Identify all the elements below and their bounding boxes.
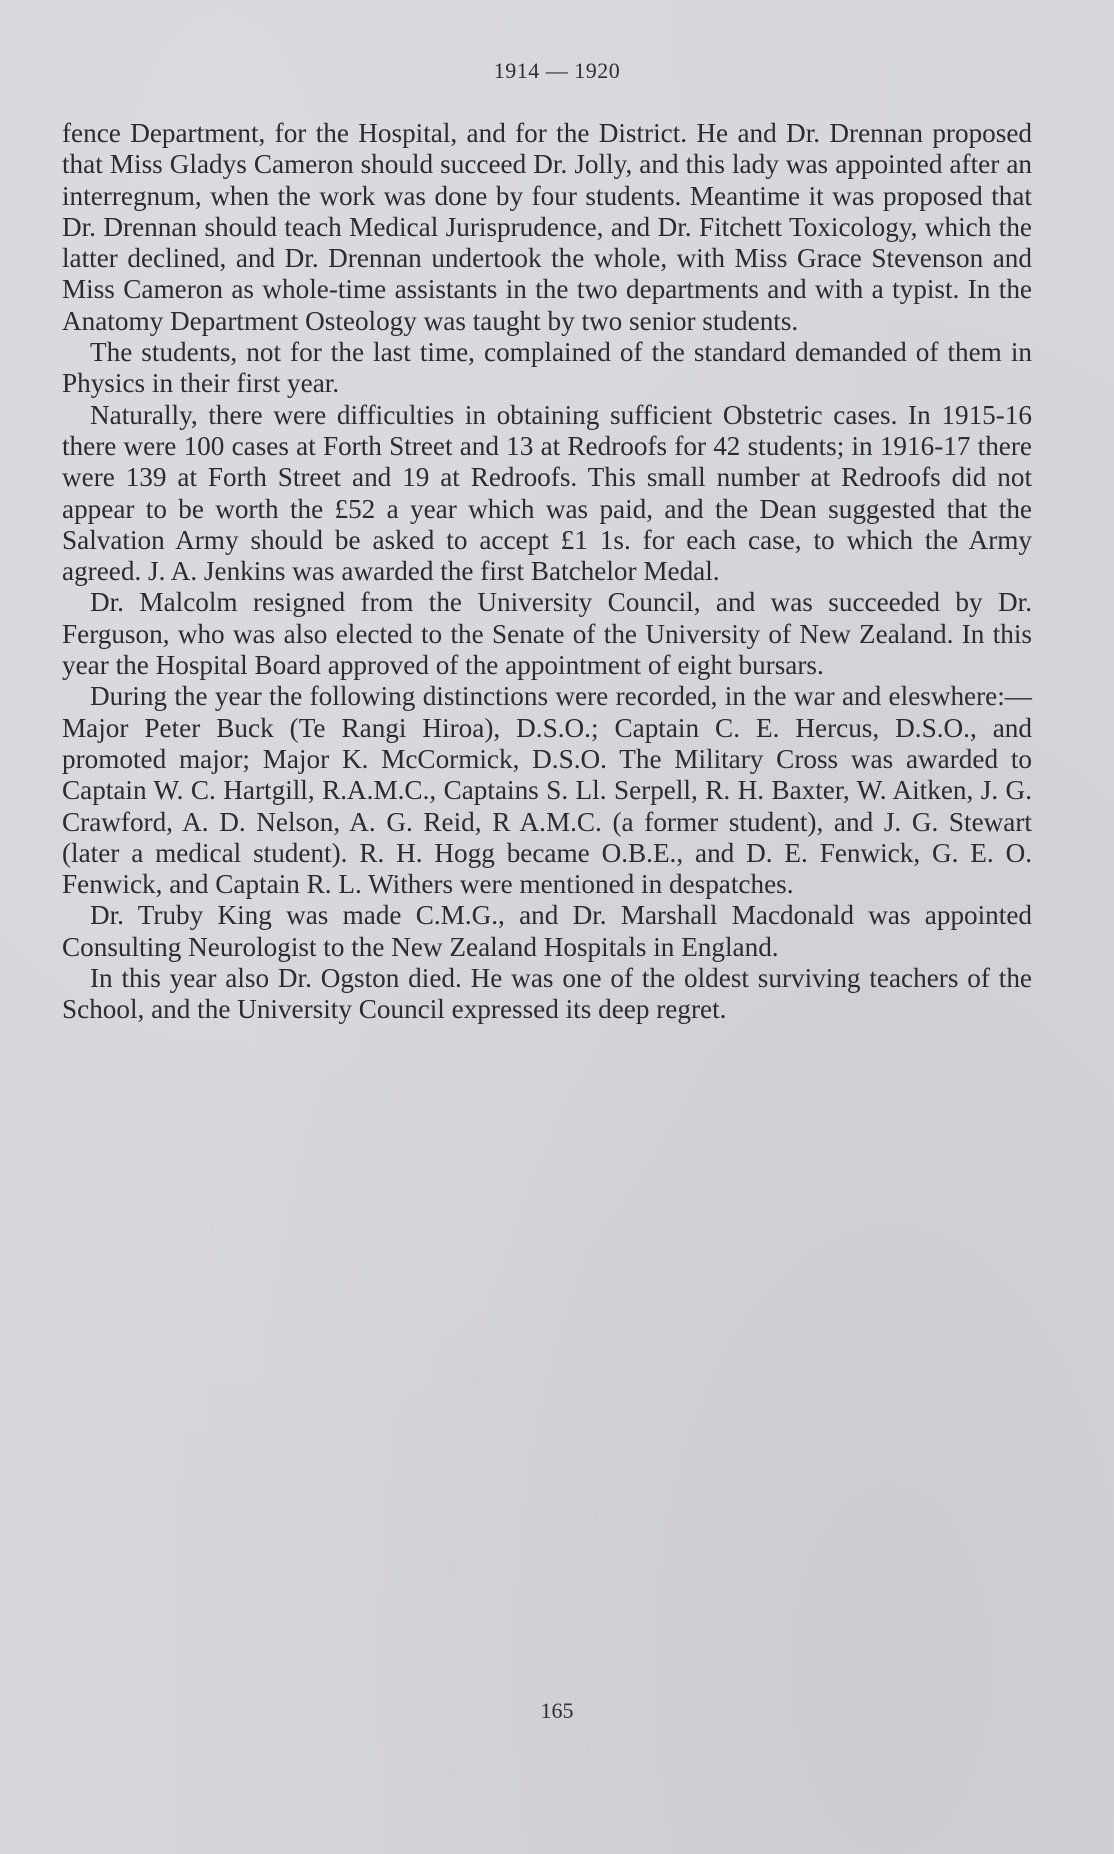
running-head: 1914 — 1920: [493, 58, 621, 83]
paragraph-5: During the year the following distinctions were recorded, in the war and eleswhere:—Major Peter Buck (Te Rangi Hiroa), D.S.O.; Captain C. E. Hercus, D.S.O., and promoted major; Major K. McCormick, D.S.O. The Military Cross was awarded to Captain W. C. Hartgill, R.A.M.C., Captains S. Ll. Serpell, R. H. Baxter, W. Aitken, J. G. Crawford, A. D. Nelson, A. G. Reid, R A.M.C. (a former student), and J. G. Stewart (later a medical student). R. H. Hogg became O.B.E., and D. E. Fenwick, G. E. O. Fenwick, and Captain R. L. Withers were mentioned in despatches.: [62, 681, 1032, 900]
paragraph-1: fence Department, for the Hospital, and for the District. He and Dr. Drennan proposed that Miss Gladys Cameron should succeed Dr. Jolly, and this lady was appointed after an interregnum, when the work was done by four students. Meantime it was proposed that Dr. Drennan should teach Medical Jurisprudence, and Dr. Fitchett Toxicology, which the latter declined, and Dr. Drennan undertook the whole, with Miss Grace Stevenson and Miss Cameron as whole-time assistants in the two departments and with a typist. In the Anatomy Department Osteology was taught by two senior students.: [62, 118, 1032, 336]
body-text: [62, 118, 1032, 1026]
paragraph-6: Dr. Truby King was made C.M.G., and Dr. Marshall Macdonald was appointed Consulting Neurologist to the New Zealand Hospitals in England.: [62, 900, 1032, 962]
page-number: 165: [540, 1698, 574, 1723]
paragraph-2: The students, not for the last time, complained of the standard demanded of them in Physics in their first year.: [62, 337, 1032, 399]
paragraph-7: In this year also Dr. Ogston died. He was one of the oldest surviving teachers of the School, and the University Council expressed its deep regret.: [62, 963, 1032, 1025]
paragraph-4: Dr. Malcolm resigned from the University Council, and was succeeded by Dr. Ferguson, who was also elected to the Senate of the University of New Zealand. In this year the Hospital Board approved of the appointment of eight bursars.: [62, 587, 1032, 681]
paragraph-3: Naturally, there were difficulties in obtaining sufficient Obstetric cases. In 1915-16 there were 100 cases at Forth Street and 13 at Redroofs for 42 students; in 1916-17 there were 139 at Forth Street and 19 at Redroofs. This small number at Redroofs did not appear to be worth the £52 a year which was paid, and the Dean suggested that the Salvation Army should be asked to accept £1 1s. for each case, to which the Army agreed. J. A. Jenkins was awarded the first Batchelor Medal.: [62, 399, 1032, 587]
